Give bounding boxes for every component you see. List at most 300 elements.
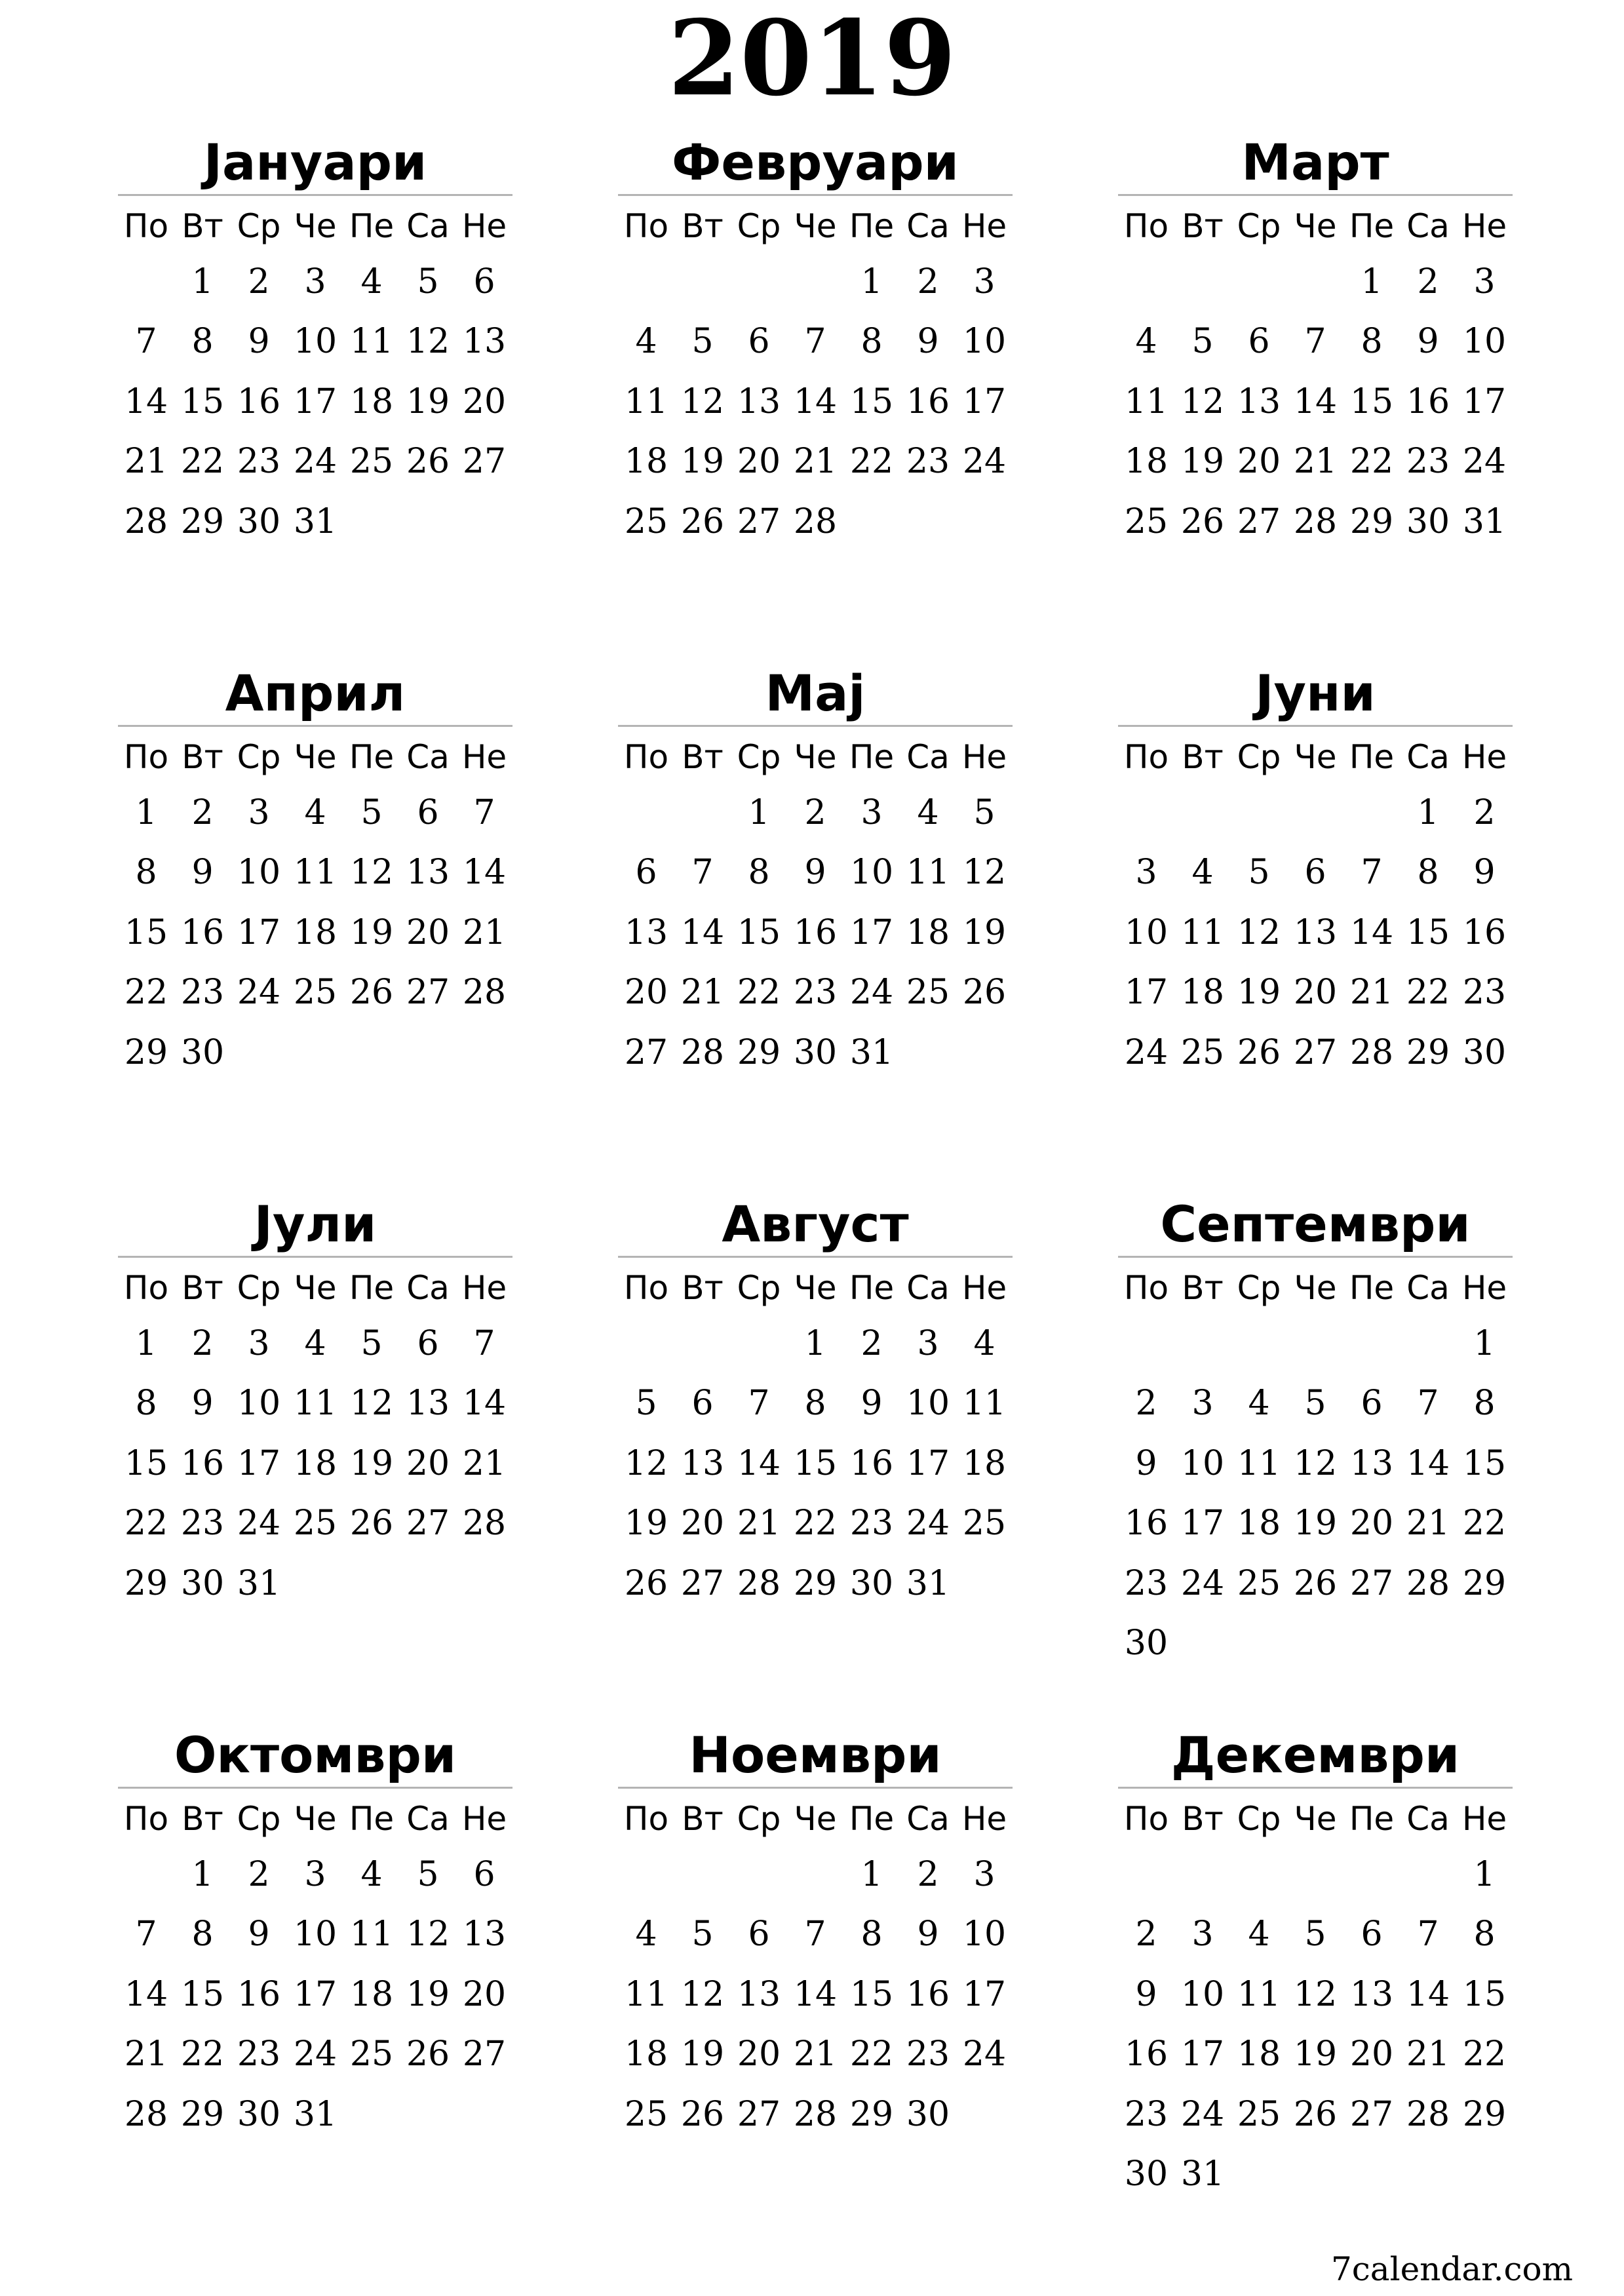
day-cell: 18 — [1237, 1504, 1281, 1544]
week-row — [118, 432, 512, 492]
day-cell: 26 — [1293, 2094, 1338, 2134]
empty-cell — [400, 1554, 456, 1614]
day-cell: 27 — [1349, 1563, 1394, 1603]
week-row — [618, 1965, 1013, 2025]
day-cell: 10 — [237, 1384, 281, 1424]
day-cell: 14 — [1349, 912, 1394, 952]
day-cell: 15 — [793, 1443, 838, 1483]
day-cell: 20 — [1293, 973, 1338, 1013]
week-row — [1118, 1434, 1513, 1494]
weekday-label: Вт — [1182, 1800, 1224, 1838]
day-cell: 30 — [1124, 1623, 1169, 1663]
day-cell: 8 — [191, 322, 214, 362]
month-block — [1118, 131, 1513, 552]
day-cell: 22 — [124, 1504, 168, 1544]
weekday-label: Пе — [349, 1269, 395, 1307]
empty-cell — [1174, 1845, 1231, 1905]
day-cell: 21 — [1406, 1504, 1450, 1544]
weekday-label: Са — [906, 207, 950, 245]
day-cell: 20 — [737, 2034, 781, 2074]
day-cell: 9 — [191, 853, 214, 893]
day-cell: 22 — [1462, 1504, 1507, 1544]
day-cell: 20 — [680, 1504, 725, 1544]
weekday-label: Ср — [737, 1800, 781, 1838]
weekday-label: Не — [1461, 207, 1507, 245]
day-cell: 6 — [1248, 322, 1270, 362]
weekday-label: Пе — [349, 207, 395, 245]
empty-cell — [1344, 2145, 1400, 2204]
weekday-label: Пе — [1349, 1800, 1395, 1838]
empty-cell — [1287, 1314, 1344, 1374]
weekday-label: Не — [461, 738, 507, 776]
day-cell: 6 — [748, 1915, 770, 1955]
day-cell: 6 — [417, 1324, 439, 1363]
day-cell: 7 — [135, 322, 157, 362]
day-cell: 8 — [860, 322, 883, 362]
day-cell: 19 — [1237, 973, 1281, 1013]
day-cell: 14 — [462, 1384, 507, 1424]
day-cell: 17 — [1180, 1504, 1225, 1544]
day-cell: 11 — [906, 853, 950, 893]
day-cell: 8 — [1361, 322, 1383, 362]
day-cell: 1 — [1473, 1324, 1496, 1363]
day-cell: 2 — [1473, 793, 1496, 832]
day-cell: 22 — [849, 442, 894, 482]
empty-cell — [1231, 1314, 1287, 1374]
month-block — [618, 1193, 1013, 1614]
empty-cell — [231, 1023, 287, 1083]
weekday-label: Не — [1461, 1269, 1507, 1307]
day-cell: 3 — [917, 1324, 939, 1363]
day-cell: 3 — [973, 1855, 996, 1894]
day-cell: 12 — [680, 1974, 725, 2014]
week-row — [618, 252, 1013, 312]
day-cell: 31 — [293, 2094, 338, 2134]
day-cell: 29 — [737, 1032, 781, 1072]
day-cell: 23 — [237, 442, 281, 482]
weekday-label: По — [623, 1269, 669, 1307]
weekday-label: Вт — [1182, 207, 1224, 245]
day-cell: 24 — [1462, 442, 1507, 482]
weekday-label: Не — [461, 1269, 507, 1307]
day-cell: 7 — [691, 853, 714, 893]
empty-cell — [787, 1845, 843, 1905]
weekday-label: Вт — [1182, 1269, 1224, 1307]
month-block — [618, 662, 1013, 1083]
weekday-label: Са — [1406, 207, 1450, 245]
day-cell: 17 — [293, 381, 338, 421]
day-cell: 22 — [180, 2034, 225, 2074]
week-row — [1118, 1614, 1513, 1673]
day-cell: 12 — [406, 1915, 450, 1955]
weekday-label: Са — [406, 1800, 450, 1838]
day-cell: 29 — [1462, 1563, 1507, 1603]
day-cell: 31 — [849, 1032, 894, 1072]
day-cell: 23 — [180, 973, 225, 1013]
day-cell: 11 — [1124, 381, 1169, 421]
weekday-label: Ср — [237, 738, 281, 776]
day-cell: 1 — [191, 262, 214, 302]
day-cell: 16 — [906, 381, 950, 421]
day-cell: 28 — [1406, 2094, 1450, 2134]
day-cell: 21 — [124, 442, 168, 482]
day-cell: 12 — [1180, 381, 1225, 421]
day-cell: 12 — [624, 1443, 668, 1483]
day-cell: 2 — [860, 1324, 883, 1363]
weekday-label: Вт — [182, 207, 223, 245]
day-cell: 27 — [680, 1563, 725, 1603]
day-cell: 31 — [1180, 2154, 1225, 2194]
weekday-label: Вт — [682, 1800, 724, 1838]
week-row — [1118, 372, 1513, 432]
weekday-label: Че — [794, 738, 837, 776]
week-row — [618, 963, 1013, 1022]
week-row — [1118, 1845, 1513, 1905]
day-cell: 12 — [406, 322, 450, 362]
week-row — [618, 1374, 1013, 1433]
month-block — [118, 662, 512, 1083]
day-cell: 23 — [849, 1504, 894, 1544]
weekday-label: Че — [1294, 1800, 1337, 1838]
day-cell: 11 — [349, 322, 394, 362]
day-cell: 22 — [849, 2034, 894, 2074]
day-cell: 10 — [962, 1915, 1007, 1955]
empty-cell — [900, 1023, 956, 1083]
week-row — [1118, 1023, 1513, 1083]
weekday-header-row — [1118, 1793, 1513, 1845]
day-cell: 30 — [237, 501, 281, 541]
day-cell: 13 — [462, 1915, 507, 1955]
day-cell: 9 — [804, 853, 826, 893]
day-cell: 13 — [406, 853, 450, 893]
month-name: Декември — [1118, 1724, 1513, 1789]
weekday-label: Че — [794, 1269, 837, 1307]
week-row — [118, 2025, 512, 2084]
day-cell: 13 — [624, 912, 668, 952]
day-cell: 25 — [624, 501, 668, 541]
day-cell: 3 — [1191, 1915, 1214, 1955]
week-row — [118, 1434, 512, 1494]
weekday-label: Ср — [237, 207, 281, 245]
weekday-label: Са — [406, 738, 450, 776]
week-row — [618, 903, 1013, 963]
week-row — [1118, 1554, 1513, 1614]
day-cell: 16 — [793, 912, 838, 952]
day-cell: 29 — [793, 1563, 838, 1603]
day-cell: 3 — [1135, 853, 1157, 893]
day-cell: 9 — [248, 1915, 270, 1955]
empty-cell — [1174, 252, 1231, 312]
day-cell: 14 — [1293, 381, 1338, 421]
empty-cell — [1400, 1614, 1456, 1673]
weekday-label: Вт — [182, 1269, 223, 1307]
empty-cell — [456, 2085, 512, 2145]
day-cell: 18 — [962, 1443, 1007, 1483]
empty-cell — [343, 1023, 400, 1083]
empty-cell — [787, 252, 843, 312]
week-row — [618, 1494, 1013, 1553]
day-cell: 28 — [1349, 1032, 1394, 1072]
empty-cell — [456, 1023, 512, 1083]
week-row — [618, 492, 1013, 552]
day-cell: 3 — [248, 793, 270, 832]
day-cell: 4 — [1191, 853, 1214, 893]
day-cell: 2 — [804, 793, 826, 832]
weekday-label: Са — [1406, 1269, 1450, 1307]
day-cell: 10 — [849, 853, 894, 893]
day-cell: 2 — [917, 262, 939, 302]
day-cell: 15 — [849, 1974, 894, 2014]
day-cell: 13 — [680, 1443, 725, 1483]
day-cell: 7 — [748, 1384, 770, 1424]
weekday-label: Че — [1294, 207, 1337, 245]
empty-cell — [731, 252, 787, 312]
weekday-label: Вт — [182, 1800, 223, 1838]
day-cell: 7 — [804, 1915, 826, 1955]
month-block — [118, 131, 512, 552]
day-cell: 21 — [1406, 2034, 1450, 2074]
day-cell: 14 — [124, 1974, 168, 2014]
empty-cell — [400, 492, 456, 552]
month-name: Март — [1118, 131, 1513, 196]
day-cell: 30 — [849, 1563, 894, 1603]
day-cell: 11 — [349, 1915, 394, 1955]
month-name: Април — [118, 662, 512, 727]
day-cell: 22 — [180, 442, 225, 482]
day-cell: 7 — [1361, 853, 1383, 893]
empty-cell — [1231, 2145, 1287, 2204]
day-cell: 15 — [1462, 1443, 1507, 1483]
day-cell: 5 — [417, 262, 439, 302]
day-cell: 22 — [124, 973, 168, 1013]
weekday-label: Пе — [849, 738, 895, 776]
day-cell: 16 — [1124, 2034, 1169, 2074]
day-cell: 20 — [1237, 442, 1281, 482]
weekday-label: Пе — [349, 738, 395, 776]
empty-cell — [1231, 252, 1287, 312]
day-cell: 17 — [1180, 2034, 1225, 2074]
day-cell: 9 — [1135, 1974, 1157, 2014]
week-row — [618, 843, 1013, 903]
day-cell: 23 — [1124, 2094, 1169, 2134]
week-row — [1118, 1905, 1513, 1964]
day-cell: 26 — [406, 442, 450, 482]
weekday-label: Не — [961, 1800, 1007, 1838]
week-row — [1118, 2145, 1513, 2204]
day-cell: 6 — [1304, 853, 1326, 893]
day-cell: 19 — [349, 912, 394, 952]
week-row — [1118, 783, 1513, 843]
day-cell: 20 — [462, 381, 507, 421]
day-cell: 14 — [1406, 1443, 1450, 1483]
day-cell: 17 — [237, 912, 281, 952]
day-cell: 27 — [1237, 501, 1281, 541]
day-cell: 2 — [191, 793, 214, 832]
weekday-header-row — [118, 731, 512, 783]
empty-cell — [1231, 1614, 1287, 1673]
day-cell: 17 — [906, 1443, 950, 1483]
day-cell: 9 — [917, 1915, 939, 1955]
day-cell: 31 — [237, 1563, 281, 1603]
day-cell: 8 — [135, 1384, 157, 1424]
empty-cell — [956, 2085, 1013, 2145]
day-cell: 23 — [793, 973, 838, 1013]
day-cell: 19 — [1180, 442, 1225, 482]
day-cell: 17 — [962, 1974, 1007, 2014]
empty-cell — [456, 1554, 512, 1614]
week-row — [118, 1374, 512, 1433]
weekday-label: По — [123, 738, 169, 776]
day-cell: 28 — [462, 973, 507, 1013]
day-cell: 21 — [462, 1443, 507, 1483]
day-cell: 8 — [804, 1384, 826, 1424]
day-cell: 10 — [293, 322, 338, 362]
day-cell: 25 — [349, 442, 394, 482]
day-cell: 14 — [680, 912, 725, 952]
weekday-label: Ср — [1237, 1269, 1281, 1307]
weekday-header-row — [1118, 200, 1513, 252]
empty-cell — [287, 1023, 343, 1083]
day-cell: 6 — [473, 262, 495, 302]
empty-cell — [843, 492, 900, 552]
day-cell: 9 — [1135, 1443, 1157, 1483]
weekday-label: Ср — [237, 1269, 281, 1307]
day-cell: 18 — [293, 1443, 338, 1483]
day-cell: 8 — [1417, 853, 1439, 893]
day-cell: 29 — [1462, 2094, 1507, 2134]
day-cell: 29 — [849, 2094, 894, 2134]
weekday-label: Пе — [349, 1800, 395, 1838]
day-cell: 21 — [462, 912, 507, 952]
day-cell: 7 — [804, 322, 826, 362]
week-row — [118, 783, 512, 843]
day-cell: 30 — [180, 1032, 225, 1072]
empty-cell — [343, 492, 400, 552]
day-cell: 19 — [680, 2034, 725, 2074]
week-row — [118, 492, 512, 552]
day-cell: 27 — [406, 973, 450, 1013]
day-cell: 13 — [462, 322, 507, 362]
day-cell: 18 — [349, 381, 394, 421]
day-cell: 23 — [906, 2034, 950, 2074]
day-cell: 30 — [237, 2094, 281, 2134]
day-cell: 9 — [1473, 853, 1496, 893]
day-cell: 24 — [237, 1504, 281, 1544]
day-cell: 7 — [1417, 1384, 1439, 1424]
day-cell: 29 — [180, 501, 225, 541]
day-cell: 15 — [1406, 912, 1450, 952]
day-cell: 15 — [737, 912, 781, 952]
weekday-header-row — [618, 1262, 1013, 1314]
empty-cell — [1174, 783, 1231, 843]
day-cell: 1 — [1473, 1855, 1496, 1894]
week-row — [618, 2085, 1013, 2145]
day-cell: 13 — [1237, 381, 1281, 421]
day-cell: 25 — [1237, 1563, 1281, 1603]
empty-cell — [956, 492, 1013, 552]
empty-cell — [1287, 1845, 1344, 1905]
day-cell: 19 — [406, 381, 450, 421]
empty-cell — [900, 492, 956, 552]
month-block — [1118, 1724, 1513, 2204]
day-cell: 25 — [962, 1504, 1007, 1544]
week-row — [118, 372, 512, 432]
day-cell: 26 — [349, 1504, 394, 1544]
day-cell: 26 — [680, 2094, 725, 2134]
month-block — [118, 1193, 512, 1614]
day-cell: 19 — [349, 1443, 394, 1483]
weekday-label: Пе — [1349, 207, 1395, 245]
week-row — [118, 963, 512, 1022]
day-cell: 27 — [406, 1504, 450, 1544]
day-cell: 12 — [962, 853, 1007, 893]
day-cell: 29 — [124, 1032, 168, 1072]
week-row — [1118, 2085, 1513, 2145]
day-cell: 14 — [737, 1443, 781, 1483]
empty-cell — [618, 783, 674, 843]
weekday-label: Не — [461, 1800, 507, 1838]
day-cell: 28 — [462, 1504, 507, 1544]
week-row — [618, 312, 1013, 372]
day-cell: 7 — [135, 1915, 157, 1955]
day-cell: 25 — [1180, 1032, 1225, 1072]
week-row — [1118, 843, 1513, 903]
weekday-header-row — [618, 731, 1013, 783]
empty-cell — [674, 252, 731, 312]
weekday-label: Са — [406, 207, 450, 245]
day-cell: 20 — [1349, 1504, 1394, 1544]
day-cell: 12 — [1293, 1443, 1338, 1483]
day-cell: 4 — [973, 1324, 996, 1363]
day-cell: 21 — [1293, 442, 1338, 482]
day-cell: 18 — [1180, 973, 1225, 1013]
empty-cell — [1287, 1614, 1344, 1673]
day-cell: 10 — [237, 853, 281, 893]
day-cell: 25 — [349, 2034, 394, 2074]
empty-cell — [956, 1023, 1013, 1083]
month-name: Јануари — [118, 131, 512, 196]
day-cell: 20 — [406, 912, 450, 952]
weekday-label: Са — [906, 1269, 950, 1307]
day-cell: 25 — [906, 973, 950, 1013]
day-cell: 27 — [1349, 2094, 1394, 2134]
weekday-label: Са — [1406, 1800, 1450, 1838]
day-cell: 27 — [462, 442, 507, 482]
day-cell: 13 — [1293, 912, 1338, 952]
empty-cell — [400, 1023, 456, 1083]
day-cell: 6 — [691, 1384, 714, 1424]
day-cell: 4 — [1248, 1384, 1270, 1424]
weekday-header-row — [618, 1793, 1013, 1845]
day-cell: 13 — [1349, 1443, 1394, 1483]
weekday-label: Са — [906, 1800, 950, 1838]
empty-cell — [118, 252, 174, 312]
empty-cell — [618, 1314, 674, 1374]
weekday-label: Вт — [182, 738, 223, 776]
day-cell: 26 — [680, 501, 725, 541]
day-cell: 3 — [1473, 262, 1496, 302]
weekday-label: По — [1123, 738, 1169, 776]
day-cell: 2 — [1417, 262, 1439, 302]
weekday-label: Ср — [737, 207, 781, 245]
day-cell: 16 — [180, 912, 225, 952]
day-cell: 24 — [849, 973, 894, 1013]
day-cell: 5 — [417, 1855, 439, 1894]
day-cell: 23 — [1124, 1563, 1169, 1603]
day-cell: 21 — [793, 2034, 838, 2074]
empty-cell — [1287, 783, 1344, 843]
day-cell: 23 — [906, 442, 950, 482]
